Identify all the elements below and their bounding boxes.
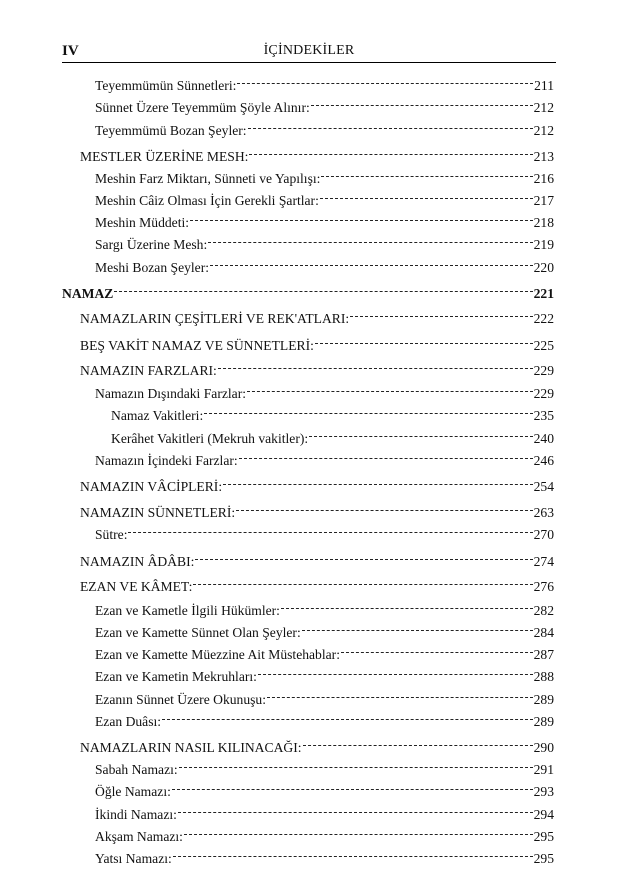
toc-entry-title: Ezan ve Kamette Müezzine Ait Müstehablar: <box>95 647 340 662</box>
toc-entry-title: İkindi Namazı: <box>95 807 177 822</box>
toc-entry-page: 218 <box>533 215 554 230</box>
toc-entry-title: Namazın İçindeki Farzlar: <box>95 453 238 468</box>
toc-entry-page: 221 <box>533 286 554 301</box>
dot-leader <box>190 207 533 227</box>
toc-entry-title: Namaz Vakitleri: <box>111 408 204 423</box>
dot-leader <box>320 185 533 205</box>
toc-entry <box>95 754 554 777</box>
toc-entry-page: 294 <box>533 807 554 822</box>
toc-entry-page: 254 <box>533 479 554 494</box>
dot-leader <box>173 843 533 863</box>
toc-entry-page: 219 <box>533 237 554 252</box>
toc-entry <box>95 445 554 468</box>
toc-entry-title: Ezan ve Kametin Mekruhları: <box>95 669 257 684</box>
toc-entry-page: 270 <box>533 527 554 542</box>
dot-leader <box>239 445 533 465</box>
toc-entry <box>95 185 554 208</box>
toc-entry-title: BEŞ VAKİT NAMAZ VE SÜNNETLERİ: <box>80 338 314 353</box>
toc-entry <box>80 546 554 569</box>
toc-entry-page: 289 <box>533 714 554 729</box>
dot-leader <box>249 141 532 161</box>
toc-entry-title: Meshin Farz Miktarı, Sünneti ve Yapılışı: <box>95 171 321 186</box>
toc-entry <box>62 278 554 301</box>
toc-entry <box>80 355 554 378</box>
dot-leader <box>172 776 533 796</box>
toc-entry-page: 287 <box>533 647 554 662</box>
dot-leader <box>162 706 533 726</box>
toc-entry <box>95 378 554 401</box>
toc-entry-page: 291 <box>533 762 554 777</box>
toc-entry-title: Sünnet Üzere Teyemmüm Şöyle Alınır: <box>95 100 310 115</box>
toc-entry-title: Akşam Namazı: <box>95 829 183 844</box>
toc-entry <box>95 229 554 252</box>
toc-entry-title: Ezan ve Kamette Sünnet Olan Şeyler: <box>95 625 301 640</box>
toc-entry-title: Namazın Dışındaki Farzlar: <box>95 386 246 401</box>
toc-entry-title: Kerâhet Vakitleri (Mekruh vakitler): <box>111 431 309 446</box>
toc-entry-title: Sabah Namazı: <box>95 762 178 777</box>
toc-entry <box>95 163 554 186</box>
toc-entry-page: 213 <box>533 149 554 164</box>
toc-entry-page: 274 <box>533 554 554 569</box>
toc-entry-title: Sütre: <box>95 527 128 542</box>
toc-entry-page: 288 <box>533 669 554 684</box>
toc-entry-page: 212 <box>533 100 554 115</box>
toc-entry-page: 246 <box>533 453 554 468</box>
toc-entry-page: 295 <box>533 829 554 844</box>
toc-entry-title: MESTLER ÜZERİNE MESH: <box>80 149 249 164</box>
toc-entry-title: Ezan Duâsı: <box>95 714 162 729</box>
toc-entry <box>95 115 554 138</box>
dot-leader <box>309 423 532 443</box>
toc-entry-page: 220 <box>533 260 554 275</box>
toc-entry-title: Meshin Müddeti: <box>95 215 190 230</box>
toc-entry <box>80 303 554 326</box>
toc-entry <box>95 639 554 662</box>
page-number: IV <box>62 43 79 59</box>
dot-leader <box>247 378 533 398</box>
dot-leader <box>303 732 533 752</box>
dot-leader <box>193 571 532 591</box>
toc-entry-page: 225 <box>533 338 554 353</box>
dot-leader <box>350 303 532 323</box>
dot-leader <box>311 92 533 112</box>
toc-entry <box>80 471 554 494</box>
toc-entry-title: Teyemmümün Sünnetleri: <box>95 78 237 93</box>
toc-entry-page: 212 <box>533 123 554 138</box>
running-title: İÇİNDEKİLER <box>263 43 355 58</box>
toc-entry-page: 229 <box>533 363 554 378</box>
toc-entry-title: Yatsı Namazı: <box>95 851 172 866</box>
dot-leader <box>178 799 533 819</box>
toc-entry <box>95 684 554 707</box>
toc-entry <box>95 519 554 542</box>
toc-entry-page: 263 <box>533 505 554 520</box>
dot-leader <box>184 821 533 841</box>
toc-entry <box>80 497 554 520</box>
dot-leader <box>315 330 533 350</box>
toc-entry <box>95 661 554 684</box>
toc-entry <box>95 799 554 822</box>
toc-entry <box>95 595 554 618</box>
toc-entry <box>95 70 554 93</box>
dot-leader <box>248 115 533 135</box>
toc-entry <box>95 92 554 115</box>
toc-entry <box>95 252 554 275</box>
dot-leader <box>302 617 533 637</box>
dot-leader <box>237 70 533 90</box>
toc-entry <box>95 617 554 640</box>
dot-leader <box>128 519 532 539</box>
toc-entry-title: Öğle Namazı: <box>95 784 171 799</box>
toc-entry-title: Sargı Üzerine Mesh: <box>95 237 208 252</box>
toc-entry-title: Ezan ve Kametle İlgili Hükümler: <box>95 603 280 618</box>
toc-entry-page: 293 <box>533 784 554 799</box>
toc-entry <box>95 207 554 230</box>
toc-entry-page: 211 <box>534 78 554 93</box>
toc-entry-title: EZAN VE KÂMET: <box>80 579 193 594</box>
toc-entry-page: 290 <box>533 740 554 755</box>
dot-leader <box>223 471 533 491</box>
toc-entry-title: NAMAZ <box>62 286 114 301</box>
dot-leader <box>218 355 533 375</box>
toc-entry-page: 217 <box>533 193 554 208</box>
toc-entry <box>80 571 554 594</box>
toc-entry-page: 289 <box>533 692 554 707</box>
dot-leader <box>258 661 533 681</box>
toc-entry-title: NAMAZLARIN ÇEŞİTLERİ VE REK'ATLARI: <box>80 311 350 326</box>
dot-leader <box>267 684 533 704</box>
toc-entry-page: 240 <box>533 431 554 446</box>
toc-entry-page: 216 <box>533 171 554 186</box>
dot-leader <box>341 639 533 659</box>
toc-entry-title: NAMAZLARIN NASIL KILINACAĞI: <box>80 740 302 755</box>
dot-leader <box>236 497 532 517</box>
toc-entry-page: 284 <box>533 625 554 640</box>
toc-entry <box>111 423 554 446</box>
toc-entry <box>80 330 554 353</box>
dot-leader <box>204 400 532 420</box>
toc-entry <box>80 732 554 755</box>
dot-leader <box>281 595 533 615</box>
dot-leader <box>195 546 532 566</box>
toc-entry-title: Meshi Bozan Şeyler: <box>95 260 210 275</box>
toc-entry-title: Ezanın Sünnet Üzere Okunuşu: <box>95 692 267 707</box>
toc-entry-page: 282 <box>533 603 554 618</box>
toc-entry-title: NAMAZIN ÂDÂBI: <box>80 554 195 569</box>
dot-leader <box>208 229 532 249</box>
toc-entry-title: Meshin Câiz Olması İçin Gerekli Şartlar: <box>95 193 319 208</box>
toc-entry-title: NAMAZIN SÜNNETLERİ: <box>80 505 236 520</box>
dot-leader <box>321 163 532 183</box>
dot-leader <box>114 278 532 298</box>
toc-entry-title: NAMAZIN VÂCİPLERİ: <box>80 479 223 494</box>
toc-entry <box>95 843 554 866</box>
toc-entry <box>111 400 554 423</box>
dot-leader <box>210 252 533 272</box>
dot-leader <box>179 754 533 774</box>
toc-entry-title: Teyemmümü Bozan Şeyler: <box>95 123 247 138</box>
toc-entry <box>95 821 554 844</box>
toc-entry-page: 229 <box>533 386 554 401</box>
toc-entry-page: 222 <box>533 311 554 326</box>
toc-entry-title: NAMAZIN FARZLARI: <box>80 363 217 378</box>
toc-entry <box>95 776 554 799</box>
toc-entry-page: 235 <box>533 408 554 423</box>
toc-entry-page: 295 <box>533 851 554 866</box>
toc-entry <box>95 706 554 729</box>
toc-entry-page: 276 <box>533 579 554 594</box>
toc-entry <box>80 141 554 164</box>
